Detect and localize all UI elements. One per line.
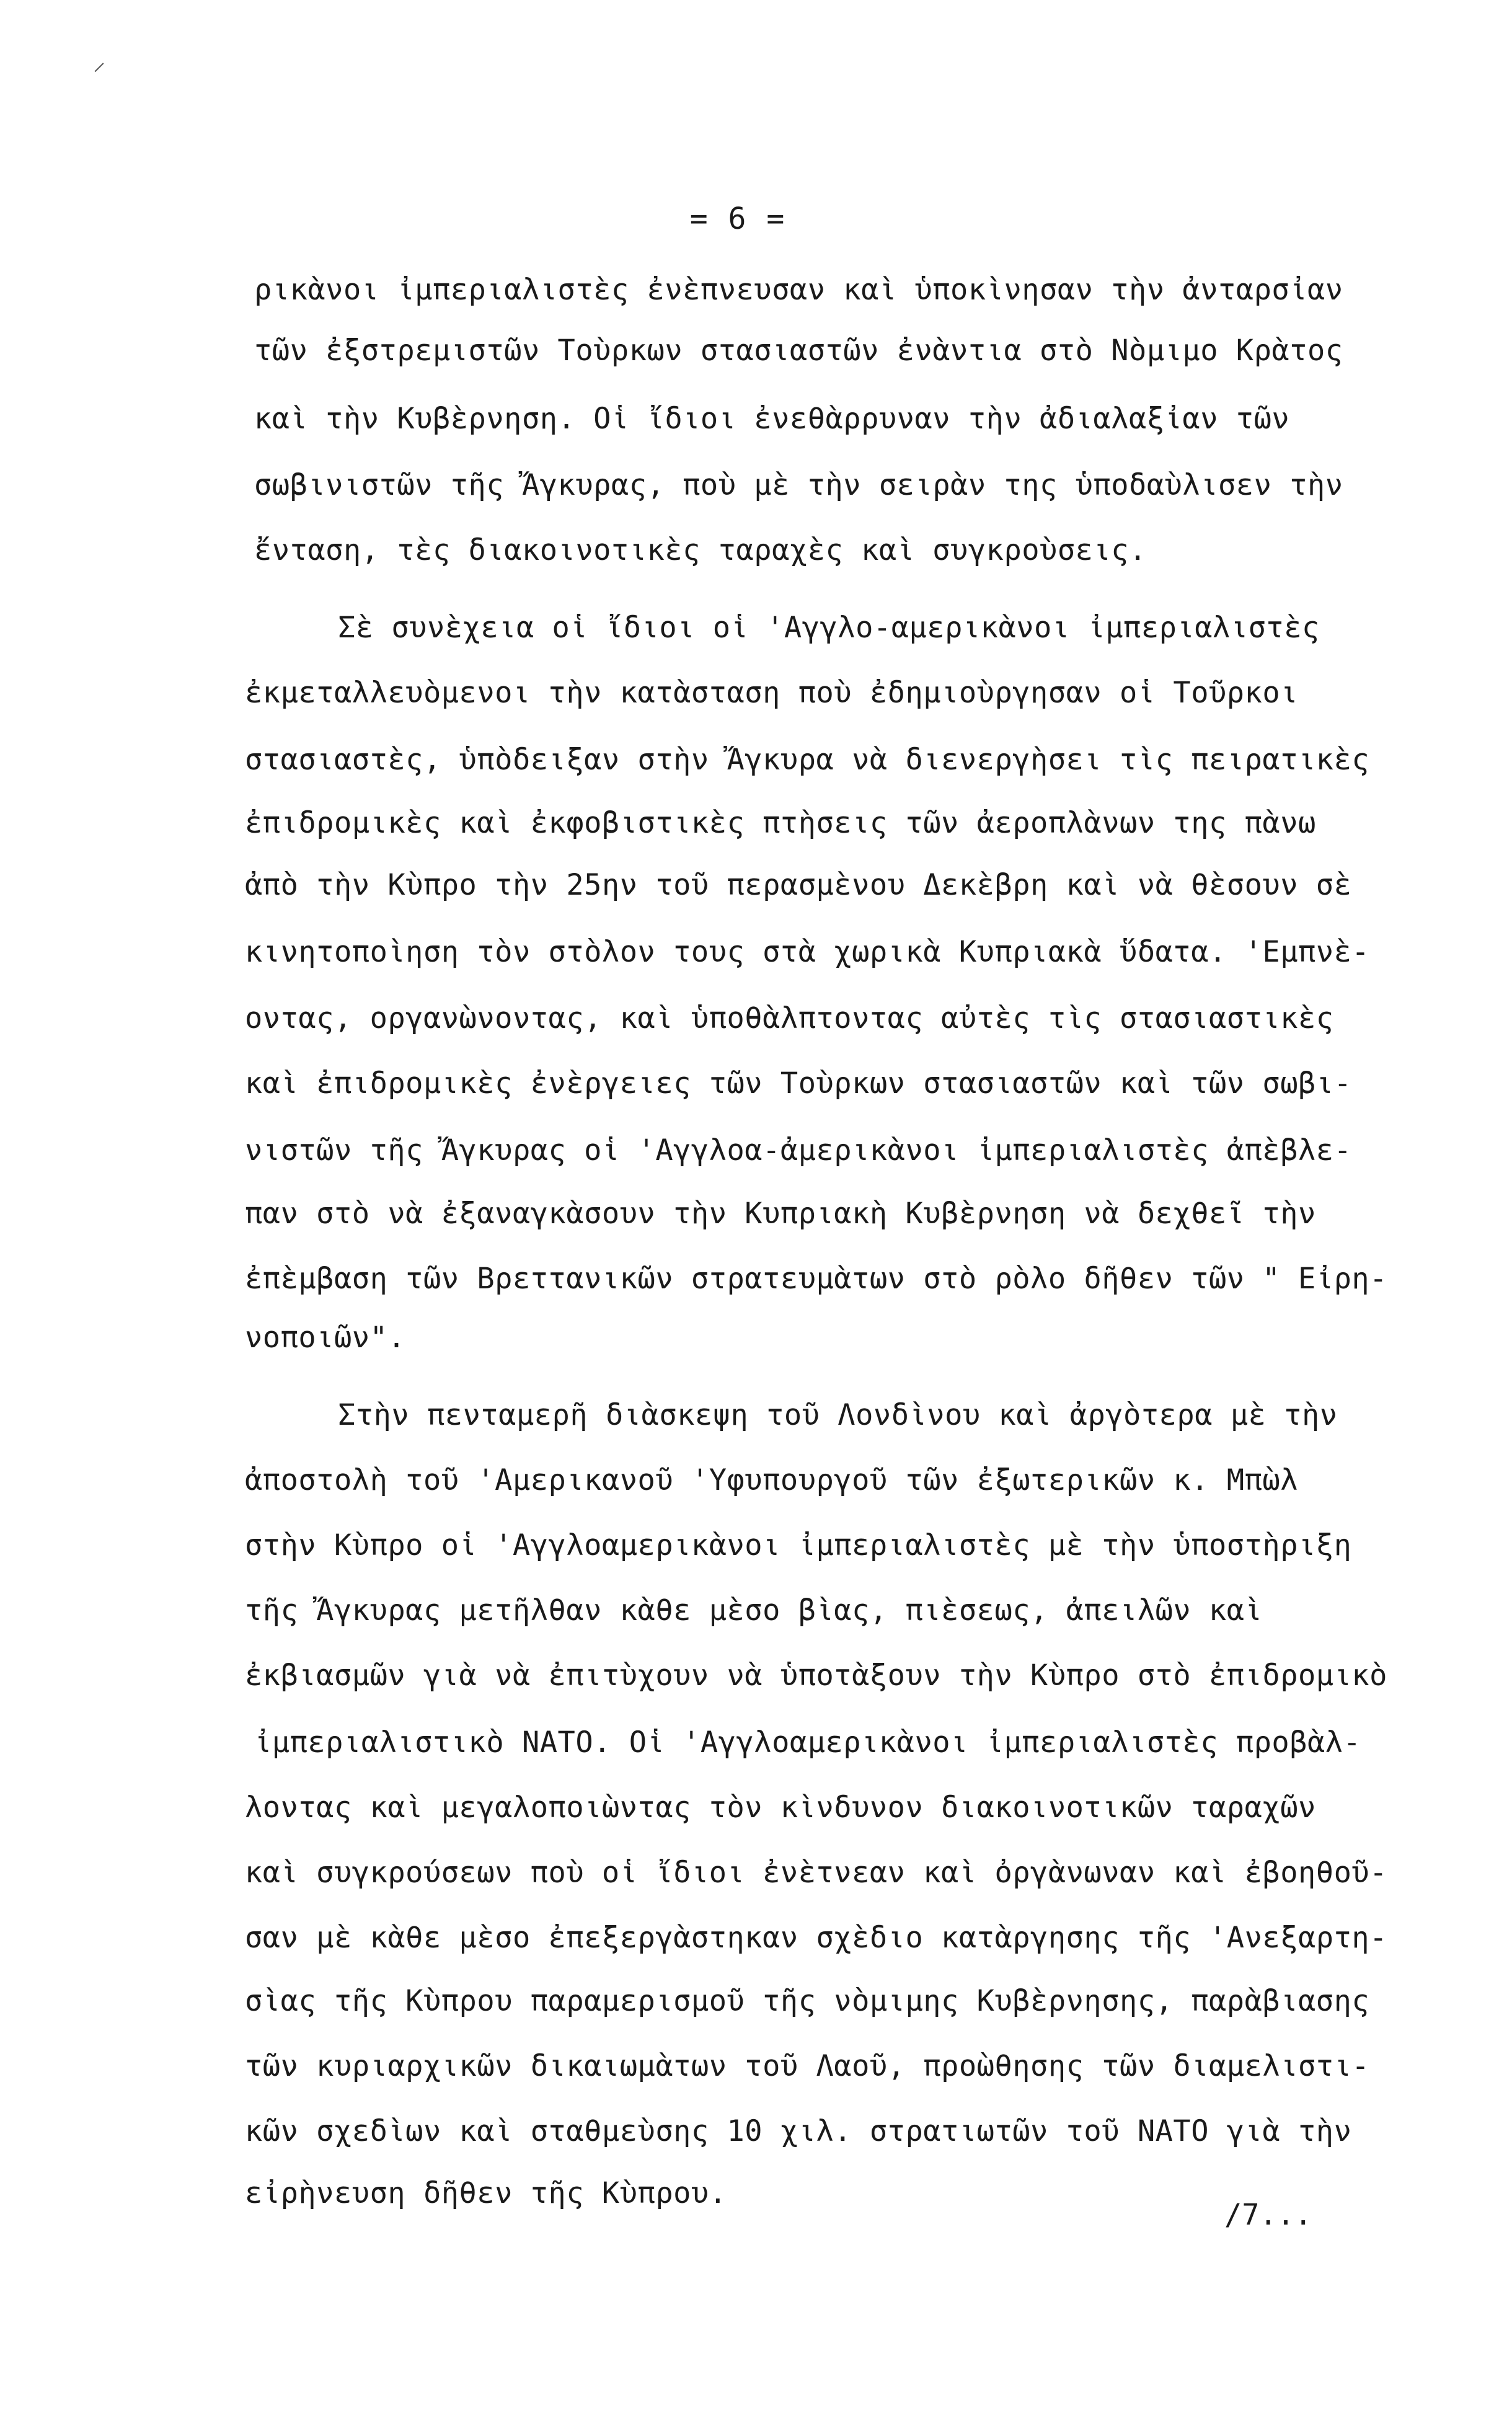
text-line: νοποιῶν". xyxy=(245,1321,406,1355)
text-line: παν στὸ νὰ ἐξαναγκὰσουν τὴν Κυπριακὴ Κυβὲρνηση νὰ δεχθεῖ τὴν xyxy=(245,1197,1316,1231)
text-line: ἔνταση, τὲς διακοινοτικὲς ταραχὲς καὶ συγκροὺσεις. xyxy=(254,533,1147,567)
text-line: ἐκβιασμῶν γιὰ νὰ ἐπιτὺχουν νὰ ὑποτὰξουν τὴν Κὺπρο στὸ ἐπιδρομικὸ xyxy=(245,1658,1387,1693)
text-line: σωβινιστῶν τῆς Ἄγκυρας, ποὺ μὲ τὴν σειρὰν της ὑποδαὺλισεν τὴν xyxy=(254,468,1343,502)
text-line: στὴν Κὺπρο οἱ 'Αγγλοαμερικὰνοι ἰμπεριαλιστὲς μὲ τὴν ὑποστὴριξη xyxy=(245,1528,1352,1562)
text-line: οντας, οργανὼνοντας, καὶ ὑποθὰλπτοντας αὐτὲς τὶς στασιαστικὲς xyxy=(245,1001,1334,1035)
continuation-marker: /7... xyxy=(1224,2198,1312,2232)
text-line: λοντας καὶ μεγαλοποιὼντας τὸν κὶνδυνον διακοινοτικῶν ταραχῶν xyxy=(245,1791,1316,1825)
text-line: κῶν σχεδὶων καὶ σταθμεὺσης 10 χιλ. στρατιωτῶν τοῦ ΝΑΤΟ γιὰ τὴν xyxy=(245,2114,1352,2148)
text-line: ἐπὲμβαση τῶν Βρεττανικῶν στρατευμὰτων στὸ ρὸλο δῆθεν τῶν " Εἰρη- xyxy=(245,1262,1387,1296)
text-line: καὶ ἐπιδρομικὲς ἐνὲργειες τῶν Τοὺρκων στασιαστῶν καὶ τῶν σωβι- xyxy=(245,1066,1352,1100)
text-line: ἐπιδρομικὲς καὶ ἐκφοβιστικὲς πτὴσεις τῶν ἀεροπλὰνων της πὰνω xyxy=(245,806,1316,840)
stray-pen-mark: ⸝ xyxy=(93,48,105,76)
text-line: σὶας τῆς Κὺπρου παραμερισμοῦ τῆς νὸμιμης Κυβὲρνησης, παρὰβιασης xyxy=(245,1984,1370,2018)
text-line: ἀποστολὴ τοῦ 'Αμερικανοῦ 'Υφυπουργοῦ τῶν ἐξωτερικῶν κ. Μπὼλ xyxy=(245,1463,1298,1497)
text-line: σαν μὲ κὰθε μὲσο ἐπεξεργὰστηκαν σχὲδιο κατὰργησης τῆς 'Ανεξαρτη- xyxy=(245,1921,1387,1955)
text-line: τῆς Ἄγκυρας μετῆλθαν κὰθε μὲσο βὶας, πιὲσεως, ἀπειλῶν καὶ xyxy=(245,1593,1263,1628)
text-line: εἰρὴνευση δῆθεν τῆς Κὺπρου. xyxy=(245,2176,727,2210)
text-line: στασιαστὲς, ὑπὸδειξαν στὴν Ἄγκυρα νὰ διενεργὴσει τὶς πειρατικὲς xyxy=(245,743,1370,777)
text-line: τῶν κυριαρχικῶν δικαιωμὰτων τοῦ Λαοῦ, προὼθησης τῶν διαμελιστι- xyxy=(245,2049,1370,2083)
page-number: = 6 = xyxy=(689,202,786,236)
text-line: τῶν ἐξστρεμιστῶν Τοὺρκων στασιαστῶν ἐνὰντια στὸ Νὸμιμο Κρὰτος xyxy=(254,334,1343,368)
text-line: ἀπὸ τὴν Κὺπρο τὴν 25ην τοῦ περασμὲνου Δεκὲβρη καὶ νὰ θὲσουν σὲ xyxy=(245,868,1352,902)
text-line: ἰμπεριαλιστικὸ ΝΑΤΟ. Οἱ 'Αγγλοαμερικὰνοι ἰμπεριαλιστὲς προβὰλ- xyxy=(254,1725,1361,1760)
text-line: καὶ συγκρούσεων ποὺ οἱ ἴδιοι ἐνὲτνεαν καὶ ὀργὰνωναν καὶ ἐβοηθοῦ- xyxy=(245,1856,1387,1890)
text-line: ἐκμεταλλευὸμενοι τὴν κατὰσταση ποὺ ἐδημιοὺργησαν οἱ Τοῦρκοι xyxy=(245,676,1298,710)
text-line: Σὲ συνὲχεια οἱ ἴδιοι οἱ 'Αγγλο-αμερικὰνοι ἰμπεριαλιστὲς xyxy=(338,611,1320,645)
text-line: Στὴν πενταμερῆ διὰσκεψη τοῦ Λονδὶνου καὶ ἀργὸτερα μὲ τὴν xyxy=(338,1398,1338,1432)
text-line: καὶ τὴν Κυβὲρνηση. Οἱ ἴδιοι ἐνεθὰρρυναν τὴν ἀδιαλαξἰαν τῶν xyxy=(254,402,1290,436)
text-line: κινητοποὶηση τὸν στὸλον τους στὰ χωρικὰ Κυπριακὰ ὕδατα. 'Εμπνὲ- xyxy=(245,935,1370,969)
text-line: νιστῶν τῆς Ἄγκυρας οἱ 'Αγγλοα-ἀμερικὰνοι ἰμπεριαλιστὲς ἀπὲβλε- xyxy=(245,1133,1352,1167)
text-line: ρικὰνοι ἰμπεριαλιστὲς ἐνὲπνευσαν καὶ ὑποκὶνησαν τὴν ἀνταρσἰαν xyxy=(254,273,1343,307)
